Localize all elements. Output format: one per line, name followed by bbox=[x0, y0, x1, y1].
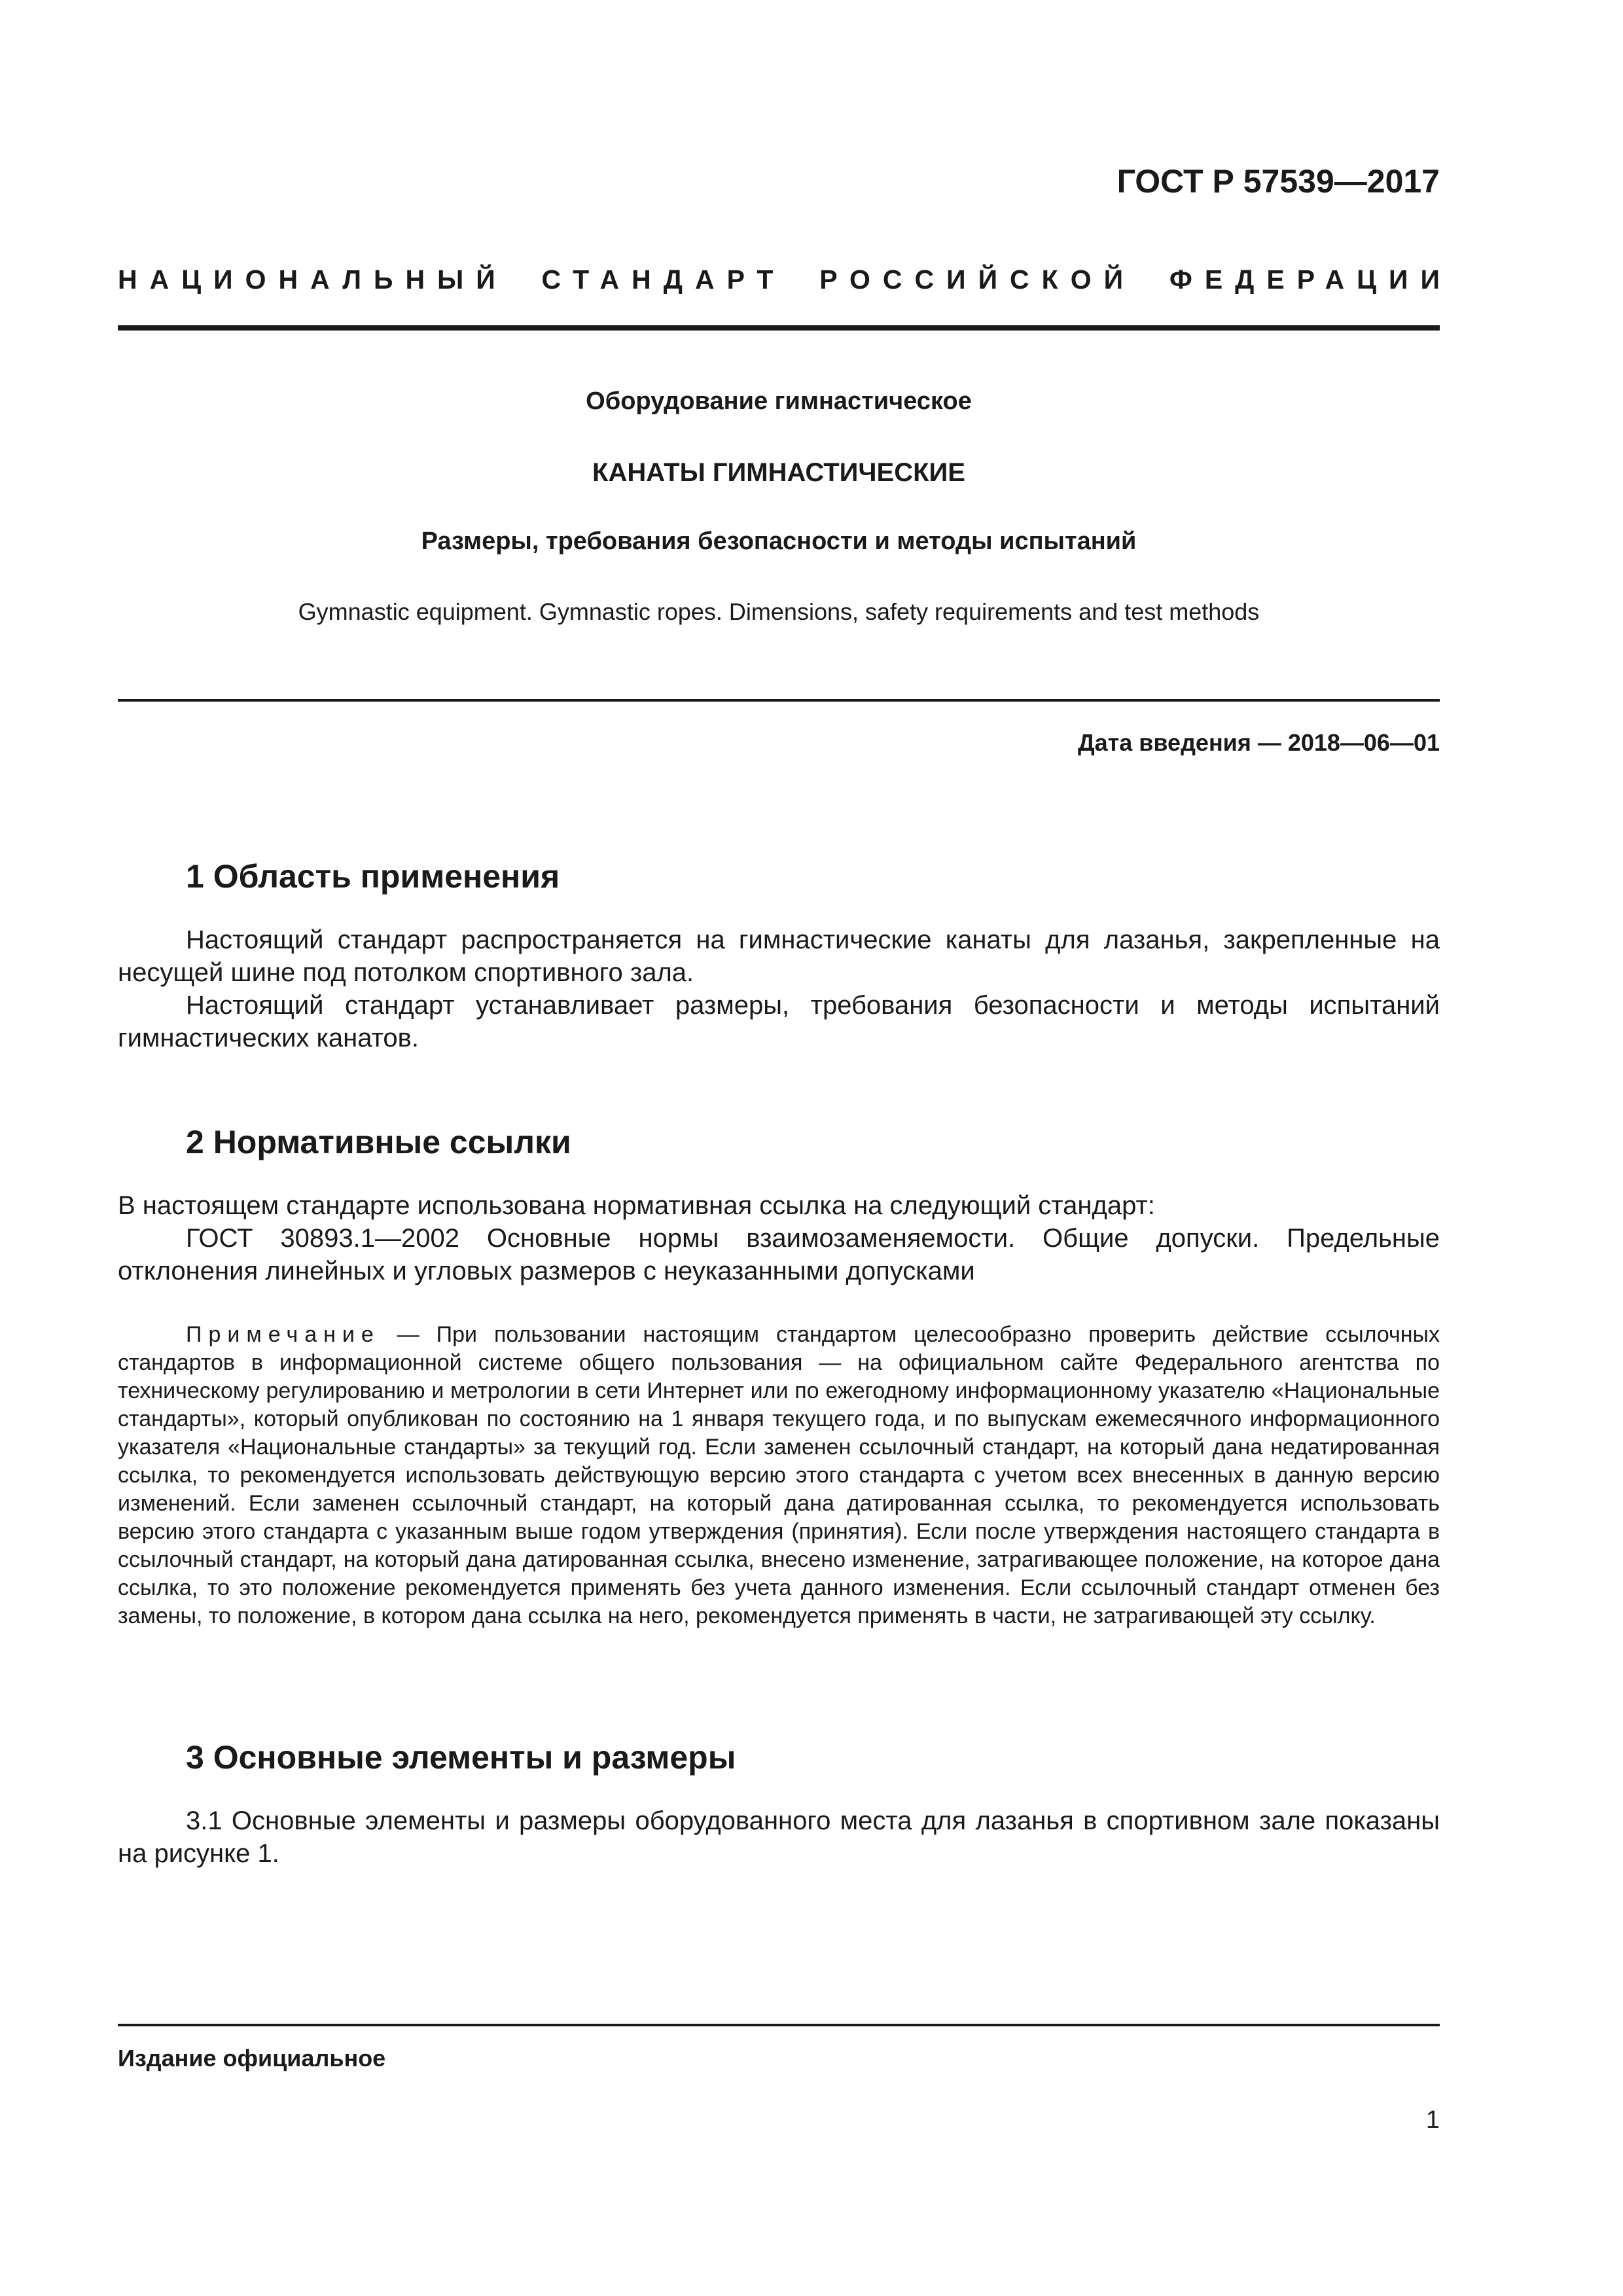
section-paragraph: В настоящем стандарте использована нормативная ссылка на следующий стандарт: bbox=[118, 1191, 1155, 1220]
section-heading-scope: 1 Область применения bbox=[186, 858, 560, 895]
document-subtitle: Размеры, требования безопасности и методы испытаний bbox=[421, 528, 1137, 555]
document-title: КАНАТЫ ГИМНАСТИЧЕСКИЕ bbox=[592, 458, 965, 487]
section-heading-main-elements: 3 Основные элементы и размеры bbox=[186, 1739, 736, 1776]
banner-word: НАЦИОНАЛЬНЫЙ bbox=[118, 264, 508, 295]
document-subject: Оборудование гимнастическое bbox=[586, 387, 972, 415]
footer-divider bbox=[118, 2024, 1440, 2026]
section-heading-normative-references: 2 Нормативные ссылки bbox=[186, 1124, 571, 1160]
note-text: — При пользовании настоящим стандартом целесообразно проверить действие ссылочных стандартов в информационной системе общего пользования — на официальном сайте Федерального агентства по техническому регулированию и метрологии в сети Интернет или по ежегодному информационному указателю «Национальные стандарты», который опубликован по состоянию на 1 января текущего года, и по выпускам ежемесячного информационного указателя «Национальные стандарты» за текущий год. Если заменен ссылочный стандарт, на который дана недатированная ссылка, то рекомендуется использовать действующую версию этого стандарта с учетом всех внесенных в данную версию изменений. Если заменен ссылочный стандарт, на который дана датированная ссылка, то рекомендуется использовать версию этого стандарта с указанным выше годом утверждения (принятия). Если после утверждения настоящего стандарта в ссылочный стандарт, на который дана датированная ссылка, внесено изменение, затрагивающее положение, на которое дана ссылка, то это положение рекомендуется применять без учета данного изменения. Если ссылочный стандарт отменен без замены, то положение, в котором дана ссылка на него, рекомендуется применять в части, не затрагивающей эту ссылку. bbox=[118, 1322, 1440, 1628]
banner-word: РОССИЙСКОЙ bbox=[819, 264, 1136, 295]
normative-reference-item: ГОСТ 30893.1—2002 Основные нормы взаимозаменяемости. Общие допуски. Предельные отклонения линейных и угловых размеров с неуказанными допусками bbox=[118, 1224, 1440, 1285]
page-number: 1 bbox=[1425, 2106, 1440, 2134]
title-divider bbox=[118, 699, 1440, 702]
header-divider bbox=[118, 325, 1440, 331]
section-paragraph: Настоящий стандарт распространяется на гимнастические канаты для лазанья, закрепленные на несущей шине под потолком спортивного зала. bbox=[118, 925, 1440, 987]
national-standard-banner bbox=[118, 264, 1452, 295]
introduction-date: Дата введения — 2018—06—01 bbox=[1077, 729, 1440, 756]
section-paragraph: Настоящий стандарт устанавливает размеры, требования безопасности и методы испытаний гимнастических канатов. bbox=[118, 991, 1440, 1052]
note-block bbox=[118, 1321, 1440, 1630]
official-edition-label: Издание официальное bbox=[118, 2045, 386, 2072]
document-code: ГОСТ Р 57539—2017 bbox=[1116, 163, 1440, 200]
banner-word: СТАНДАРТ bbox=[541, 264, 786, 295]
section-paragraph: 3.1 Основные элементы и размеры оборудованного места для лазанья в спортивном зале показаны на рисунке 1. bbox=[118, 1806, 1440, 1868]
english-title: Gymnastic equipment. Gymnastic ropes. Dimensions, safety requirements and test methods bbox=[298, 598, 1260, 625]
note-label: Примечание bbox=[186, 1322, 380, 1347]
banner-word: ФЕДЕРАЦИИ bbox=[1169, 264, 1452, 295]
